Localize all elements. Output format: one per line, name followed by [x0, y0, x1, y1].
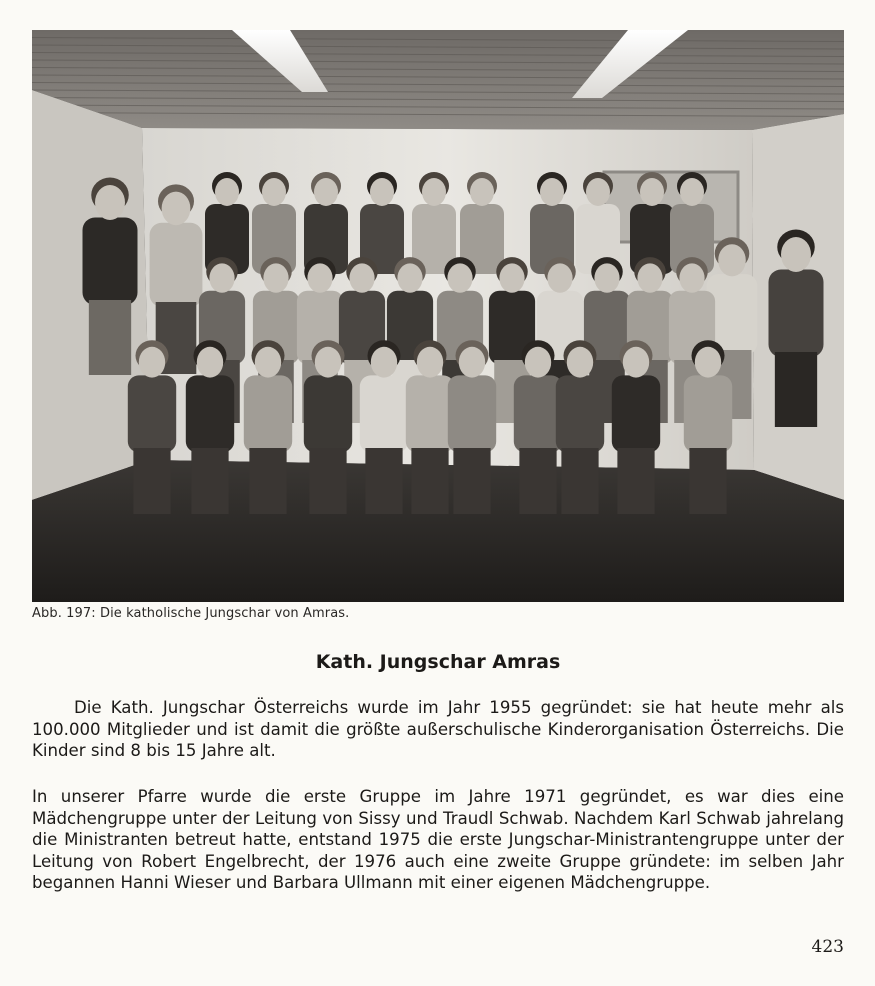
group-photo [32, 30, 844, 602]
section-heading: Kath. Jungschar Amras [315, 651, 561, 673]
page-number: 423 [811, 937, 844, 957]
paragraph-2: In unserer Pfarre wurde die erste Gruppe im Jahre 1971 gegründet, es war dies eine Mädchengruppe unter der Leitung von Sissy und Traudl Schwab. Nachdem Karl Schwab jahrelang die Ministranten betreut hatte, entstand 1975 die erste Jungschar-Ministrantengruppe unter der Leitung von Robert Engelbrecht, der 1976 auch eine zweite Gruppe gründete: im selben Jahr begannen Hanni Wieser und Barbara Ullmann mit einer eigenen Mädchengruppe. [32, 787, 844, 892]
paragraph-1: Die Kath. Jungschar Österreichs wurde im Jahr 1955 gegründet: sie hat heute mehr als 100.000 Mitglieder und ist damit die größte außerschulische Kinderorganisation Österreichs. Die Kinder sind 8 bis 15 Jahre alt. [32, 698, 844, 760]
figure-caption: Abb. 197: Die katholische Jungschar von Amras. [32, 606, 350, 621]
